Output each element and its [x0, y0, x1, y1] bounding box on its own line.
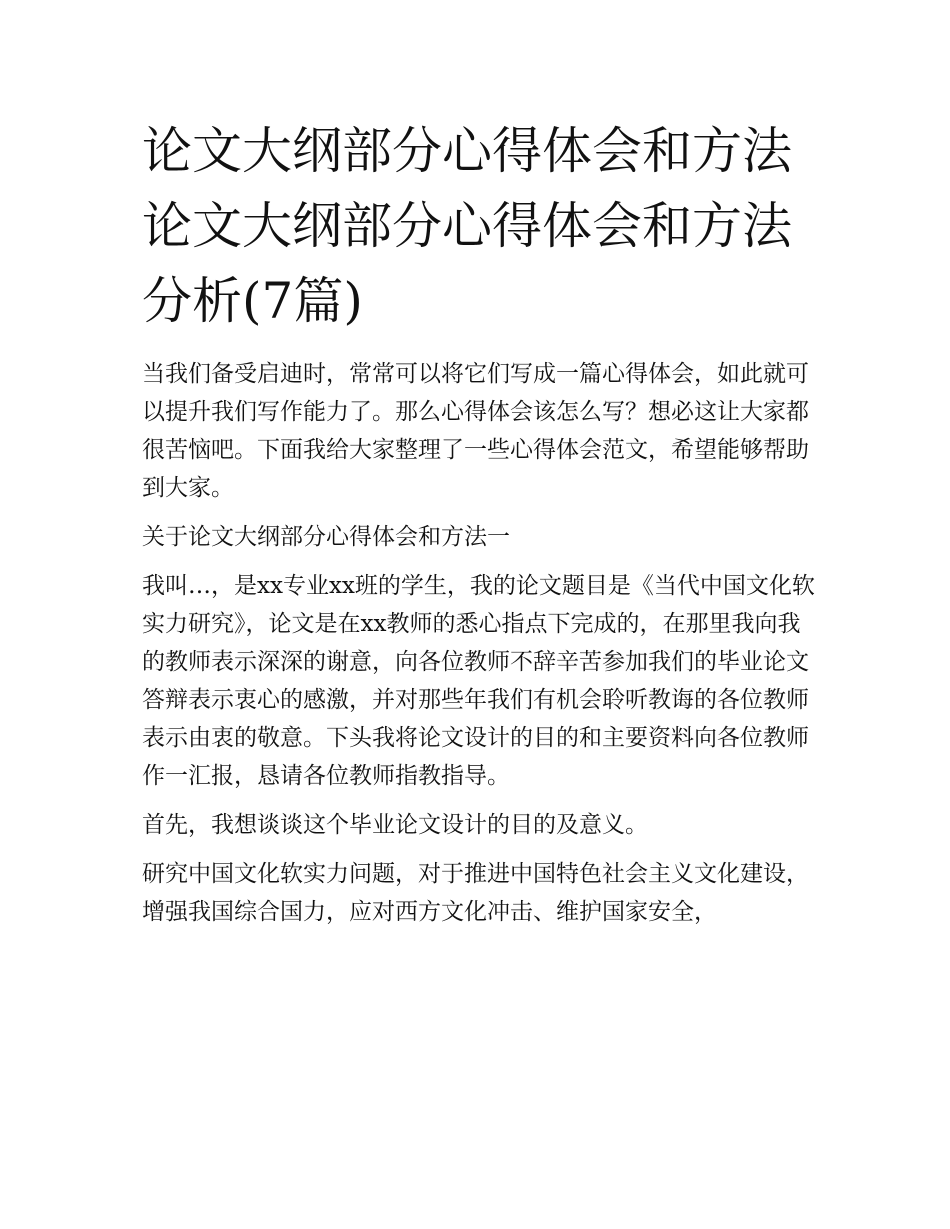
- document-body: [142, 355, 822, 942]
- intro-paragraph: 当我们备受启迪时，常常可以将它们写成一篇心得体会，如此就可以提升我们写作能力了。那么心得体会该怎么写？想必这让大家都很苦恼吧。下面我给大家整理了一些心得体会范文，希望能够帮助到大家。: [142, 361, 809, 501]
- body-paragraph: 首先，我想谈谈这个毕业论文设计的目的及意义。: [142, 812, 648, 838]
- document-title: 论文大纲部分心得体会和方法论文大纲部分心得体会和方法分析(7篇): [142, 122, 792, 330]
- body-paragraph: 我叫…，是xx专业xx班的学生，我的论文题目是《当代中国文化软实力研究》，论文是在xx教师的悉心指点下完成的，在那里我向我的教师表示深深的谢意，向各位教师不辞辛苦参加我们的毕业论文答辩表示衷心的感激，并对那些年我们有机会聆听教诲的各位教师表示由衷的敬意。下头我将论文设计的目的和主要资料向各位教师作一汇报，恳请各位教师指教指导。: [142, 573, 815, 789]
- section-heading: 关于论文大纲部分心得体会和方法一: [142, 524, 510, 550]
- body-paragraph: 研究中国文化软实力问题，对于推进中国特色社会主义文化建设，增强我国综合国力，应对西方文化冲击、维护国家安全，: [142, 861, 809, 925]
